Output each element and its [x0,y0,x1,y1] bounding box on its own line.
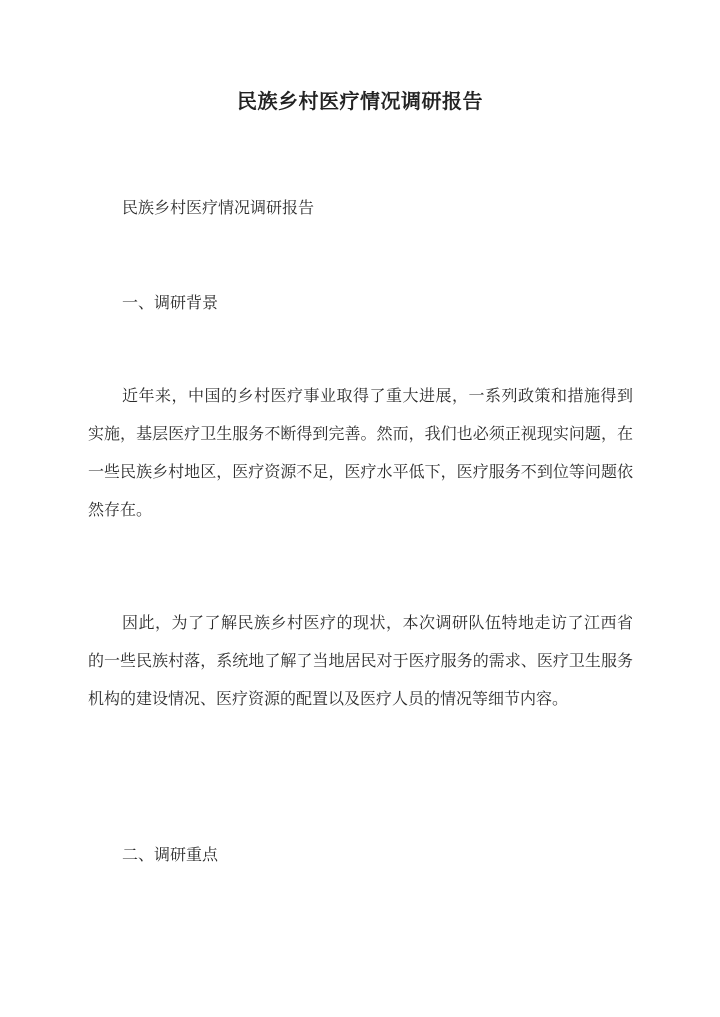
document-title: 民族乡村医疗情况调研报告 [237,89,483,113]
section-heading-focus: 二、调研重点 [122,845,219,864]
paragraph-research-purpose: 因此，为了了解民族乡村医疗的现状，本次调研队伍特地走访了江西省的一些民族村落，系统地了解了当地居民对于医疗服务的需求、医疗卫生服务机构的建设情况、医疗资源的配置以及医疗人员的情况等细节内容。 [88,613,633,708]
section-heading-background: 一、调研背景 [122,293,219,312]
paragraph-background: 近年来，中国的乡村医疗事业取得了重大进展，一系列政策和措施得到实施，基层医疗卫生服务不断得到完善。然而，我们也必须正视现实问题，在一些民族乡村地区，医疗资源不足，医疗水平低下，医疗服务不到位等问题依然存在。 [88,386,633,519]
document-subtitle: 民族乡村医疗情况调研报告 [122,198,315,217]
